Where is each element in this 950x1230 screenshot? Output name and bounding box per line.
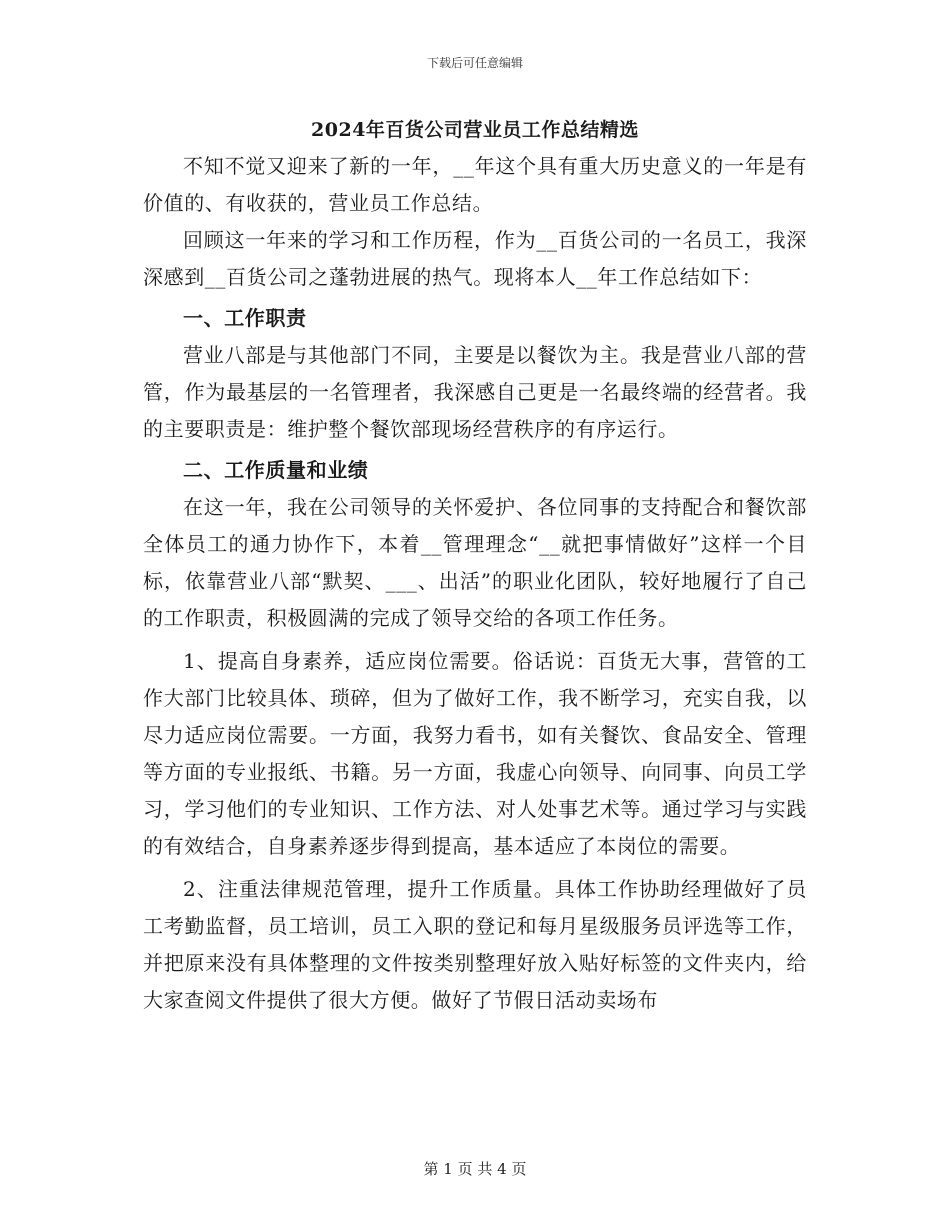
section-heading-duties: 一、工作职责 [183, 306, 307, 330]
section-quality-text: 在这一年，我在公司领导的关怀爱护、各位同事的支持配合和餐饮部全体员工的通力协作下，本着__管理理念“__就把事情做好”这样一个目标，依靠营业八部“默契、___、出活”的职业化团队，较好地履行了自己的工作职责，积极圆满的完成了领导交给的各项工作任务。 [143, 495, 807, 630]
intro-paragraph-2: 回顾这一年来的学习和工作历程，作为__百货公司的一名员工，我深深感到__百货公司之蓬勃进展的热气。现将本人__年工作总结如下： [143, 228, 807, 289]
page-footer: 第 1 页 共 4 页 [423, 1160, 527, 1178]
section-duties-text: 营业八部是与其他部门不同，主要是以餐饮为主。我是营业八部的营管，作为最基层的一名管理者，我深感自己更是一名最终端的经营者。我的主要职责是：维护整个餐饮部现场经营秩序的有序运行。 [143, 343, 807, 441]
header-note: 下载后可任意编辑 [426, 56, 523, 70]
section-heading-quality: 二、工作质量和业绩 [183, 458, 369, 482]
numbered-item-1: 1、提高自身素养，适应岗位需要。俗话说：百货无大事，营管的工作大部门比较具体、琐碎，但为了做好工作，我不断学习，充实自我，以尽力适应岗位需要。一方面，我努力看书，如有关餐饮、食品安全、管理等方面的专业报纸、书籍。另一方面，我虚心向领导、向同事、向员工学习，学习他们的专业知识、工作方法、对人处事艺术等。通过学习与实践的有效结合，自身素养逐步得到提高，基本适应了本岗位的需要。 [143, 649, 807, 858]
document-title: 2024年百货公司营业员工作总结精选 [311, 119, 639, 141]
numbered-item-2: 2、注重法律规范管理，提升工作质量。具体工作协助经理做好了员工考勤监督，员工培训，员工入职的登记和每月星级服务员评选等工作，并把原来没有具体整理的文件按类别整理好放入贴好标签的文件夹内，给大家查阅文件提供了很大方便。做好了节假日活动卖场布 [143, 877, 807, 1012]
document-body [143, 112, 807, 1019]
intro-paragraph-1: 不知不觉又迎来了新的一年，__年这个具有重大历史意义的一年是有价值的、有收获的，营业员工作总结。 [143, 154, 807, 215]
